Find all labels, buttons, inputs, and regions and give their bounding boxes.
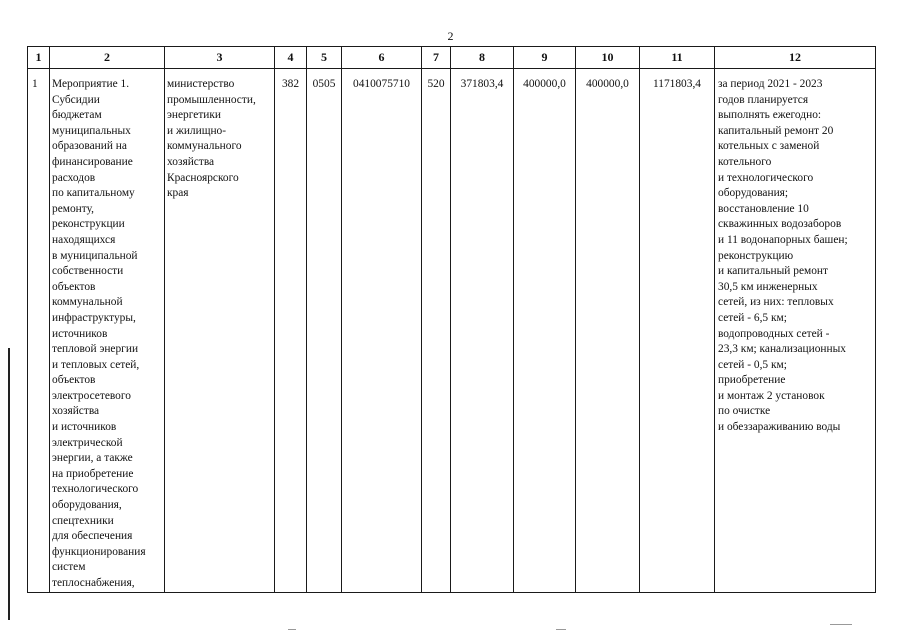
column-header: 1: [28, 47, 50, 69]
column-header: 9: [514, 47, 576, 69]
column-header: 6: [342, 47, 422, 69]
event-description-cell: [50, 69, 165, 593]
column-header: 5: [307, 47, 342, 69]
code-cell-5: 0505: [307, 69, 342, 593]
budget-table: [27, 46, 876, 593]
scan-artifact: [288, 629, 296, 630]
column-header: 3: [165, 47, 275, 69]
scan-artifact: [830, 624, 852, 625]
margin-binding-line: [8, 348, 10, 620]
executor-name: министерство промышленности, энергетики и жилищно- коммунального хозяйства Красноярского края: [167, 78, 256, 200]
column-header: 7: [422, 47, 451, 69]
result-cell: [715, 69, 876, 593]
row-number-cell: 1: [28, 69, 50, 593]
amount-cell-9: 400000,0: [514, 69, 576, 593]
column-header: 12: [715, 47, 876, 69]
code-cell-4: 382: [275, 69, 307, 593]
amount-cell-10: 400000,0: [576, 69, 640, 593]
column-header: 4: [275, 47, 307, 69]
column-header: 2: [50, 47, 165, 69]
scan-artifact: [556, 629, 566, 630]
code-cell-6: 0410075710: [342, 69, 422, 593]
executor-cell: [165, 69, 275, 593]
header-row: [28, 47, 876, 69]
event-description: Мероприятие 1. Субсидии бюджетам муниципальных образований на финансирование расходов по капитальному ремонту, реконструкции находящихся в муниципальной собственности объектов коммунальной инфраструктуры, источников тепловой энергии и тепловых сетей, объектов электросетевого хозяйства и источников электрической энергии, а также на приобретение технологического оборудования, спецтехники для обеспечения функционирования систем теплоснабжения,: [52, 78, 146, 589]
column-header: 8: [451, 47, 514, 69]
page-number: 2: [447, 29, 454, 43]
code-cell-7: 520: [422, 69, 451, 593]
table-row: [28, 69, 876, 593]
result-description: за период 2021 - 2023 годов планируется выполнять ежегодно: капитальный ремонт 20 котельных с заменой котельного и технологического оборудования; восстановление 10 скважинных водозаборов и 11 водонапорных башен; реконструкцию и капитальный ремонт 30,5 км инженерных сетей, из них: тепловых сетей - 6,5 км; водопроводных сетей - 23,3 км; канализационных сетей - 0,5 км; приобретение и монтаж 2 установок по очистке и обеззараживанию воды: [718, 78, 848, 434]
amount-cell-8: 371803,4: [451, 69, 514, 593]
amount-cell-11: 1171803,4: [640, 69, 715, 593]
column-header: 10: [576, 47, 640, 69]
column-header: 11: [640, 47, 715, 69]
